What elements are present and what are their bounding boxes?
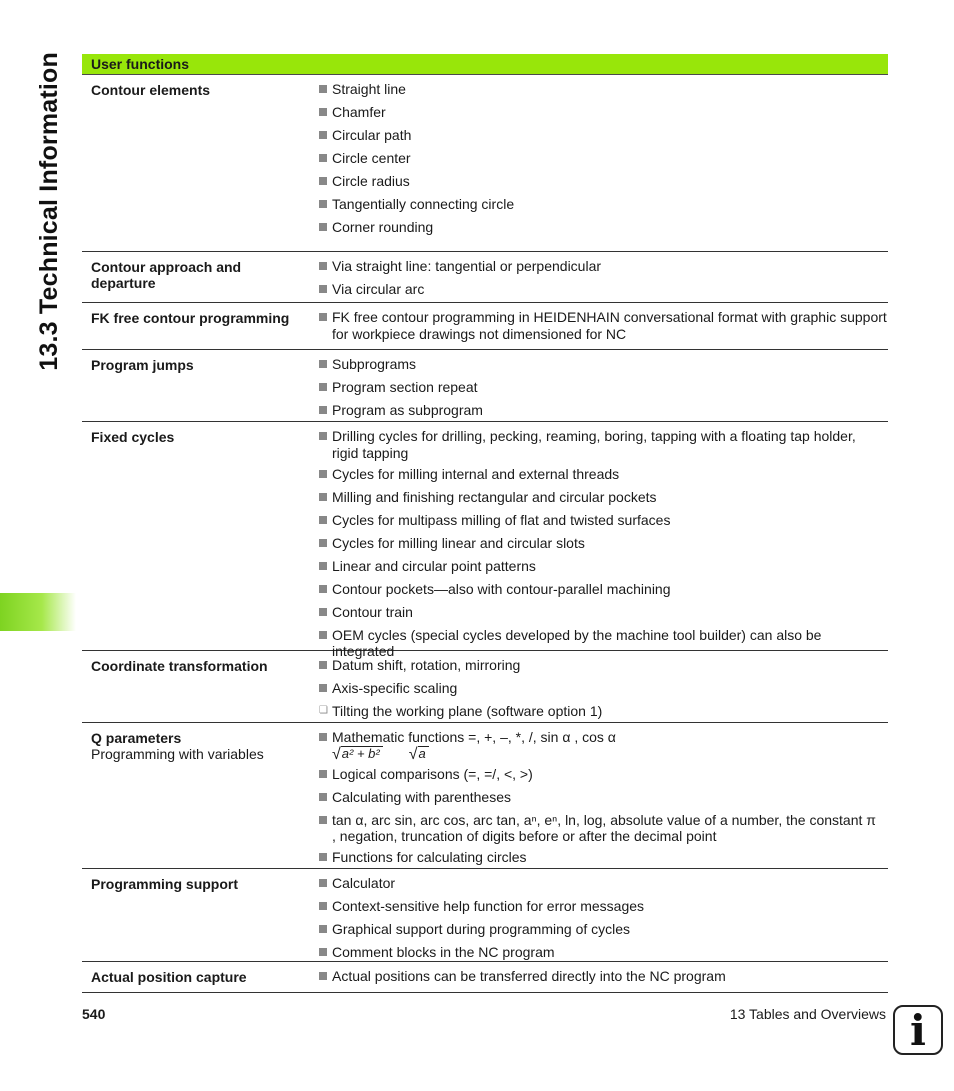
square-bullet-icon xyxy=(319,281,332,300)
row-label: Actual position capture xyxy=(91,969,247,985)
square-bullet-icon xyxy=(319,150,332,169)
square-bullet-icon xyxy=(319,356,332,375)
row-items xyxy=(319,422,888,659)
list-item: Via circular arc xyxy=(319,281,888,300)
list-item: tan α, arc sin, arc cos, arc tan, aⁿ, eⁿ, ln, log, absolute value of a number, the constant π , negation, truncation of digits before or after the decimal point xyxy=(319,812,888,845)
option-bullet-icon: ❏ xyxy=(319,705,328,716)
list-item: Context-sensitive help function for error messages xyxy=(319,898,888,917)
square-bullet-icon xyxy=(319,581,332,600)
square-bullet-icon xyxy=(319,196,332,215)
list-item: OEM cycles (special cycles developed by the machine tool builder) can also be integrated xyxy=(319,627,888,660)
square-bullet-icon xyxy=(319,428,332,461)
row-label: Coordinate transformation xyxy=(91,658,268,674)
list-item: Graphical support during programming of cycles xyxy=(319,921,888,940)
square-bullet-icon xyxy=(319,657,332,676)
list-item: Subprograms xyxy=(319,356,888,375)
list-item: Logical comparisons (=, =/, <, >) xyxy=(319,766,888,785)
list-item: Contour pockets—also with contour-parallel machining xyxy=(319,581,888,600)
chapter-tab-marker xyxy=(0,593,76,631)
table-row xyxy=(82,651,888,723)
list-item: Via straight line: tangential or perpendicular xyxy=(319,258,888,277)
square-bullet-icon xyxy=(319,379,332,398)
row-label: Programming support xyxy=(91,876,239,892)
list-item: Calculating with parentheses xyxy=(319,789,888,808)
list-item: Contour train xyxy=(319,604,888,623)
row-label: Fixed cycles xyxy=(91,429,175,445)
list-item: Program as subprogram xyxy=(319,402,888,421)
table-row xyxy=(82,869,888,962)
list-item: Cycles for multipass milling of flat and twisted surfaces xyxy=(319,512,888,531)
row-label: Contour approach and departure xyxy=(91,259,242,291)
table-row xyxy=(82,422,888,659)
list-item: Functions for calculating circles xyxy=(319,849,888,868)
table-row xyxy=(82,252,888,303)
row-items xyxy=(319,723,888,868)
sqrt-formula: √ a² + b² √ a xyxy=(332,746,888,764)
table-row xyxy=(82,75,888,252)
list-item: Corner rounding xyxy=(319,219,888,238)
square-bullet-icon xyxy=(319,258,332,277)
table-row xyxy=(82,303,888,350)
sqrt-icon: √ xyxy=(332,745,341,763)
table-header: User functions xyxy=(82,54,888,75)
square-bullet-icon xyxy=(319,789,332,808)
list-item: Calculator xyxy=(319,875,888,894)
table-row xyxy=(82,723,888,869)
square-bullet-icon xyxy=(319,921,332,940)
list-item: Drilling cycles for drilling, pecking, reaming, boring, tapping with a floating tap holder, rigid tapping xyxy=(319,428,888,461)
list-item: Milling and finishing rectangular and circular pockets xyxy=(319,489,888,508)
row-label: Contour elements xyxy=(91,82,211,98)
table-row xyxy=(82,350,888,422)
square-bullet-icon xyxy=(319,558,332,577)
list-item: Datum shift, rotation, mirroring xyxy=(319,657,888,676)
list-item: Linear and circular point patterns xyxy=(319,558,888,577)
square-bullet-icon xyxy=(319,104,332,123)
list-item: Mathematic functions =, +, –, *, /, sin α , cos α xyxy=(319,729,888,748)
square-bullet-icon xyxy=(319,309,332,342)
info-icon: i xyxy=(893,1005,943,1055)
square-bullet-icon xyxy=(319,512,332,531)
list-item: Cycles for milling internal and external threads xyxy=(319,466,888,485)
list-item: Program section repeat xyxy=(319,379,888,398)
square-bullet-icon xyxy=(319,680,332,699)
square-bullet-icon xyxy=(319,466,332,485)
square-bullet-icon xyxy=(319,875,332,894)
list-item: Tangentially connecting circle xyxy=(319,196,888,215)
square-bullet-icon xyxy=(319,127,332,146)
sqrt-icon: √ xyxy=(408,745,418,763)
list-item: Circle center xyxy=(319,150,888,169)
row-items xyxy=(319,303,888,349)
row-items xyxy=(319,75,888,251)
square-bullet-icon xyxy=(319,173,332,192)
square-bullet-icon xyxy=(319,849,332,868)
square-bullet-icon xyxy=(319,535,332,554)
row-items xyxy=(319,350,888,421)
list-item: Circular path xyxy=(319,127,888,146)
list-item: ❏ Tilting the working plane (software option 1) xyxy=(319,703,603,719)
row-label: FK free contour programming xyxy=(91,310,290,326)
list-item: FK free contour programming in HEIDENHAIN conversational format with graphic support for workpiece drawings not dimensioned for NC xyxy=(319,309,888,342)
square-bullet-icon xyxy=(319,766,332,785)
list-item: Chamfer xyxy=(319,104,888,123)
square-bullet-icon xyxy=(319,489,332,508)
square-bullet-icon xyxy=(319,402,332,421)
row-items xyxy=(319,252,888,302)
list-item: Straight line xyxy=(319,81,888,100)
square-bullet-icon xyxy=(319,219,332,238)
list-item: Comment blocks in the NC program xyxy=(319,944,888,963)
side-chapter-title: 13.3 Technical Information xyxy=(35,52,63,371)
square-bullet-icon xyxy=(319,812,332,845)
list-item: Circle radius xyxy=(319,173,888,192)
square-bullet-icon xyxy=(319,968,332,987)
row-label: Program jumps xyxy=(91,357,194,373)
row-label: Q parameters Programming with variables xyxy=(91,730,264,762)
list-item: Actual positions can be transferred directly into the NC program xyxy=(319,968,888,987)
square-bullet-icon xyxy=(319,81,332,100)
square-bullet-icon xyxy=(319,604,332,623)
user-functions-table xyxy=(82,54,888,993)
list-item: Axis-specific scaling xyxy=(319,680,888,699)
square-bullet-icon xyxy=(319,944,332,963)
list-item: Cycles for milling linear and circular slots xyxy=(319,535,888,554)
table-row xyxy=(82,962,888,993)
row-items xyxy=(319,962,888,992)
square-bullet-icon xyxy=(319,898,332,917)
chapter-footer: 13 Tables and Overviews xyxy=(729,1006,886,1022)
page-number: 540 xyxy=(82,1006,106,1022)
row-items xyxy=(319,651,888,722)
square-bullet-icon xyxy=(319,729,332,748)
row-items xyxy=(319,869,888,961)
